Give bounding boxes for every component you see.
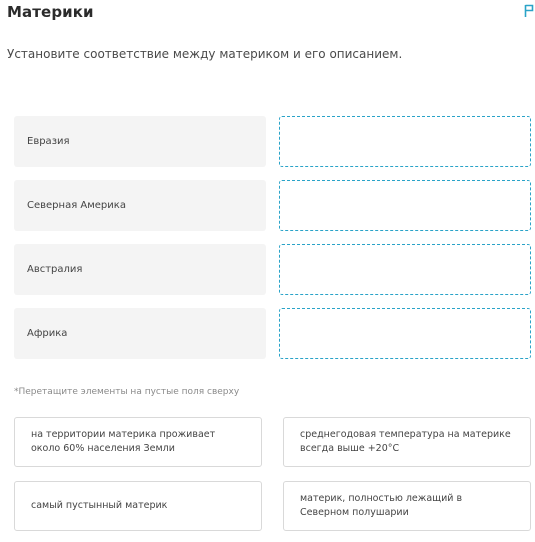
draggable-option[interactable] xyxy=(283,417,531,467)
option-text: на территории материка проживает около 60% населения Земли xyxy=(31,429,216,454)
flag-icon[interactable] xyxy=(524,4,534,18)
continent-label: Австралия xyxy=(27,264,83,275)
draggable-option[interactable] xyxy=(14,481,262,531)
drop-zone-list xyxy=(279,116,531,372)
option-text: среднегодовая температура на материке всегда выше +20°С xyxy=(300,429,511,454)
continent-label: Северная Америка xyxy=(27,200,126,211)
drop-zone-australia[interactable] xyxy=(279,244,531,295)
drag-hint: *Перетащите элементы на пустые поля сверху xyxy=(14,387,240,397)
draggable-option[interactable] xyxy=(283,481,531,531)
drop-zone-eurasia[interactable] xyxy=(279,116,531,167)
drop-zone-africa[interactable] xyxy=(279,308,531,359)
option-text: самый пустынный материк xyxy=(31,500,168,511)
drop-zone-north-america[interactable] xyxy=(279,180,531,231)
continent-label: Евразия xyxy=(27,136,70,147)
continent-item xyxy=(14,180,266,231)
option-text: материк, полностью лежащий в Северном полушарии xyxy=(300,493,463,518)
continent-list xyxy=(14,116,266,372)
continent-item xyxy=(14,308,266,359)
draggable-option[interactable] xyxy=(14,417,262,467)
task-instruction: Установите соответствие между материком и его описанием. xyxy=(7,47,403,61)
page-title: Материки xyxy=(7,3,94,21)
continent-item xyxy=(14,116,266,167)
continent-label: Африка xyxy=(27,328,68,339)
continent-item xyxy=(14,244,266,295)
